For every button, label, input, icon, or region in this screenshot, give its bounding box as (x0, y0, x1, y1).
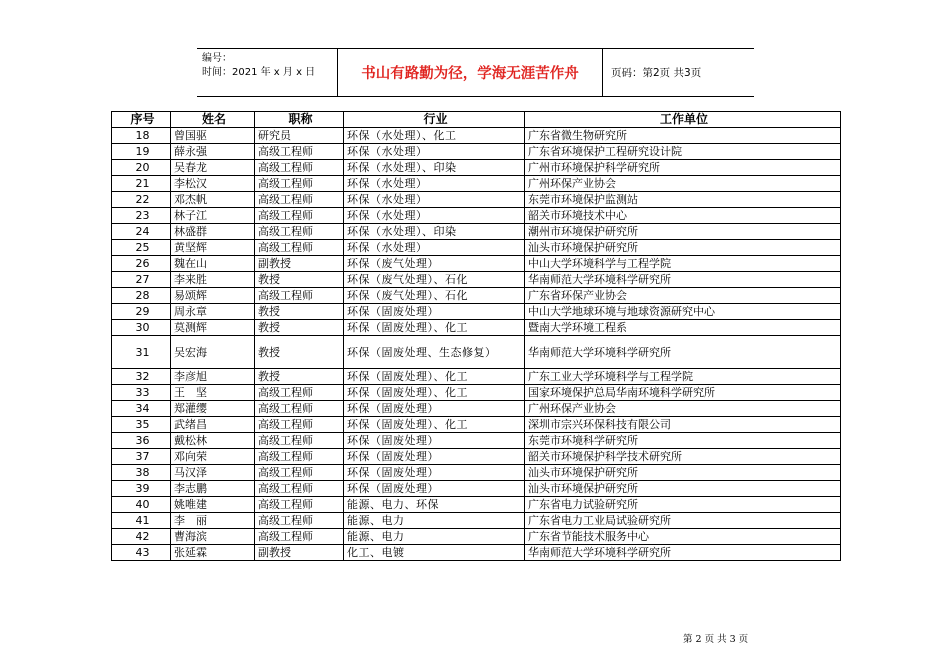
cell-industry: 能源、电力 (344, 529, 525, 545)
header-time-label: 时间：2021 年 x 月 x 日 (202, 67, 316, 78)
cell-unit: 深圳市宗兴环保科技有限公司 (525, 417, 841, 433)
cell-name: 李 丽 (171, 513, 255, 529)
table-row (112, 224, 841, 240)
cell-industry: 环保（废气处理）、石化 (344, 288, 525, 304)
table-row (112, 497, 841, 513)
cell-name: 张延霖 (171, 545, 255, 561)
table-row (112, 288, 841, 304)
table-row (112, 176, 841, 192)
cell-industry: 环保（水处理）、化工 (344, 128, 525, 144)
page-footer: 第 2 页 共 3 页 (683, 634, 749, 645)
cell-industry: 环保（固废处理） (344, 481, 525, 497)
cell-industry: 环保（固废处理） (344, 433, 525, 449)
cell-title: 高级工程师 (255, 240, 344, 256)
cell-unit: 国家环境保护总局华南环境科学研究所 (525, 385, 841, 401)
cell-name: 吴宏海 (171, 336, 255, 369)
cell-unit: 暨南大学环境工程系 (525, 320, 841, 336)
column-header-name: 姓名 (171, 112, 255, 128)
column-header-unit: 工作单位 (525, 112, 841, 128)
cell-unit: 韶关市环境技术中心 (525, 208, 841, 224)
cell-unit: 华南师范大学环境科学研究所 (525, 336, 841, 369)
table-row (112, 320, 841, 336)
cell-unit: 广东省节能技术服务中心 (525, 529, 841, 545)
cell-unit: 广州环保产业协会 (525, 401, 841, 417)
cell-no: 39 (112, 481, 171, 497)
cell-name: 李来胜 (171, 272, 255, 288)
cell-no: 27 (112, 272, 171, 288)
cell-no: 20 (112, 160, 171, 176)
table-row (112, 192, 841, 208)
cell-unit: 广东省微生物研究所 (525, 128, 841, 144)
cell-title: 高级工程师 (255, 401, 344, 417)
cell-no: 19 (112, 144, 171, 160)
cell-name: 李松汉 (171, 176, 255, 192)
table-row (112, 481, 841, 497)
cell-title: 高级工程师 (255, 385, 344, 401)
table-row (112, 401, 841, 417)
cell-no: 26 (112, 256, 171, 272)
cell-title: 高级工程师 (255, 417, 344, 433)
cell-unit: 广东省电力试验研究所 (525, 497, 841, 513)
cell-no: 29 (112, 304, 171, 320)
cell-unit: 广东省电力工业局试验研究所 (525, 513, 841, 529)
table-row (112, 417, 841, 433)
cell-industry: 环保（废气处理） (344, 256, 525, 272)
header-page-info: 页码：第2页 共3页 (611, 67, 702, 79)
expert-table (111, 111, 841, 561)
cell-title: 教授 (255, 272, 344, 288)
cell-name: 薛永强 (171, 144, 255, 160)
cell-name: 姚唯建 (171, 497, 255, 513)
cell-industry: 环保（固废处理） (344, 401, 525, 417)
cell-title: 教授 (255, 304, 344, 320)
cell-unit: 汕头市环境保护研究所 (525, 481, 841, 497)
cell-industry: 环保（废气处理）、石化 (344, 272, 525, 288)
cell-title: 高级工程师 (255, 176, 344, 192)
cell-title: 教授 (255, 320, 344, 336)
cell-industry: 环保（水处理） (344, 208, 525, 224)
cell-name: 郑灌缨 (171, 401, 255, 417)
cell-unit: 韶关市环境保护科学技术研究所 (525, 449, 841, 465)
cell-name: 林盛群 (171, 224, 255, 240)
table-row (112, 272, 841, 288)
table-row (112, 529, 841, 545)
cell-no: 42 (112, 529, 171, 545)
column-header-industry: 行业 (344, 112, 525, 128)
cell-name: 马汉泽 (171, 465, 255, 481)
cell-no: 31 (112, 336, 171, 369)
table-row (112, 160, 841, 176)
cell-no: 41 (112, 513, 171, 529)
cell-industry: 环保（固废处理、生态修复） (344, 336, 525, 369)
cell-no: 22 (112, 192, 171, 208)
cell-industry: 环保（固废处理） (344, 449, 525, 465)
cell-no: 40 (112, 497, 171, 513)
cell-unit: 汕头市环境保护研究所 (525, 240, 841, 256)
cell-unit: 汕头市环境保护研究所 (525, 465, 841, 481)
cell-no: 28 (112, 288, 171, 304)
cell-no: 33 (112, 385, 171, 401)
column-header-no: 序号 (112, 112, 171, 128)
cell-title: 高级工程师 (255, 449, 344, 465)
table-row (112, 256, 841, 272)
cell-no: 25 (112, 240, 171, 256)
cell-industry: 环保（水处理）、印染 (344, 160, 525, 176)
cell-name: 莫测辉 (171, 320, 255, 336)
table-header-row (112, 112, 841, 128)
cell-unit: 中山大学地球环境与地球资源研究中心 (525, 304, 841, 320)
cell-industry: 环保（固废处理）、化工 (344, 369, 525, 385)
cell-industry: 能源、电力 (344, 513, 525, 529)
cell-no: 34 (112, 401, 171, 417)
cell-industry: 环保（固废处理）、化工 (344, 385, 525, 401)
cell-no: 24 (112, 224, 171, 240)
cell-name: 武绪昌 (171, 417, 255, 433)
cell-title: 高级工程师 (255, 192, 344, 208)
header-meta (197, 49, 338, 96)
cell-no: 18 (112, 128, 171, 144)
cell-no: 43 (112, 545, 171, 561)
cell-industry: 环保（水处理） (344, 192, 525, 208)
cell-no: 35 (112, 417, 171, 433)
table-row (112, 369, 841, 385)
cell-unit: 广东省环境保护工程研究设计院 (525, 144, 841, 160)
cell-title: 高级工程师 (255, 481, 344, 497)
cell-unit: 东莞市环境科学研究所 (525, 433, 841, 449)
cell-industry: 环保（水处理） (344, 144, 525, 160)
cell-name: 黄坚辉 (171, 240, 255, 256)
header-number-label: 编号： (202, 53, 232, 64)
table-row (112, 385, 841, 401)
cell-name: 邓杰帆 (171, 192, 255, 208)
cell-unit: 中山大学环境科学与工程学院 (525, 256, 841, 272)
cell-unit: 华南师范大学环境科学研究所 (525, 545, 841, 561)
cell-title: 研究员 (255, 128, 344, 144)
table-row (112, 545, 841, 561)
table-row (112, 449, 841, 465)
cell-no: 38 (112, 465, 171, 481)
cell-name: 戴松林 (171, 433, 255, 449)
cell-no: 32 (112, 369, 171, 385)
cell-title: 高级工程师 (255, 497, 344, 513)
cell-industry: 环保（固废处理） (344, 304, 525, 320)
cell-name: 易颂辉 (171, 288, 255, 304)
cell-name: 曹海滨 (171, 529, 255, 545)
cell-unit: 广东工业大学环境科学与工程学院 (525, 369, 841, 385)
table-body (112, 128, 841, 561)
cell-title: 教授 (255, 369, 344, 385)
table-row (112, 304, 841, 320)
cell-no: 36 (112, 433, 171, 449)
cell-title: 高级工程师 (255, 208, 344, 224)
cell-name: 李彦旭 (171, 369, 255, 385)
cell-title: 高级工程师 (255, 160, 344, 176)
cell-unit: 东莞市环境保护监测站 (525, 192, 841, 208)
cell-title: 副教授 (255, 256, 344, 272)
table-row (112, 433, 841, 449)
cell-unit: 广州市环境保护科学研究所 (525, 160, 841, 176)
cell-industry: 环保（固废处理）、化工 (344, 417, 525, 433)
cell-no: 21 (112, 176, 171, 192)
cell-name: 吴春龙 (171, 160, 255, 176)
table-row (112, 465, 841, 481)
cell-title: 高级工程师 (255, 465, 344, 481)
table-row (112, 128, 841, 144)
cell-industry: 能源、电力、环保 (344, 497, 525, 513)
cell-name: 李志鹏 (171, 481, 255, 497)
cell-unit: 华南师范大学环境科学研究所 (525, 272, 841, 288)
cell-no: 30 (112, 320, 171, 336)
cell-title: 高级工程师 (255, 513, 344, 529)
cell-title: 高级工程师 (255, 433, 344, 449)
cell-industry: 环保（固废处理） (344, 465, 525, 481)
table-row (112, 240, 841, 256)
cell-title: 高级工程师 (255, 529, 344, 545)
table-row (112, 144, 841, 160)
column-header-title: 职称 (255, 112, 344, 128)
cell-name: 林子江 (171, 208, 255, 224)
cell-name: 周永章 (171, 304, 255, 320)
cell-name: 曾国驱 (171, 128, 255, 144)
table-row (112, 336, 841, 369)
cell-title: 教授 (255, 336, 344, 369)
cell-name: 邓向荣 (171, 449, 255, 465)
cell-unit: 广东省环保产业协会 (525, 288, 841, 304)
cell-industry: 环保（固废处理）、化工 (344, 320, 525, 336)
cell-industry: 环保（水处理）、印染 (344, 224, 525, 240)
cell-title: 高级工程师 (255, 144, 344, 160)
cell-unit: 潮州市环境保护研究所 (525, 224, 841, 240)
table-row (112, 513, 841, 529)
cell-name: 魏在山 (171, 256, 255, 272)
cell-unit: 广州环保产业协会 (525, 176, 841, 192)
cell-industry: 化工、电镀 (344, 545, 525, 561)
cell-no: 37 (112, 449, 171, 465)
table-row (112, 208, 841, 224)
header-motto: 书山有路勤为径，学海无涯苦作舟 (338, 49, 603, 96)
cell-industry: 环保（水处理） (344, 176, 525, 192)
document-header (197, 48, 754, 97)
cell-no: 23 (112, 208, 171, 224)
cell-title: 高级工程师 (255, 288, 344, 304)
cell-title: 副教授 (255, 545, 344, 561)
cell-title: 高级工程师 (255, 224, 344, 240)
cell-name: 王 坚 (171, 385, 255, 401)
cell-industry: 环保（水处理） (344, 240, 525, 256)
